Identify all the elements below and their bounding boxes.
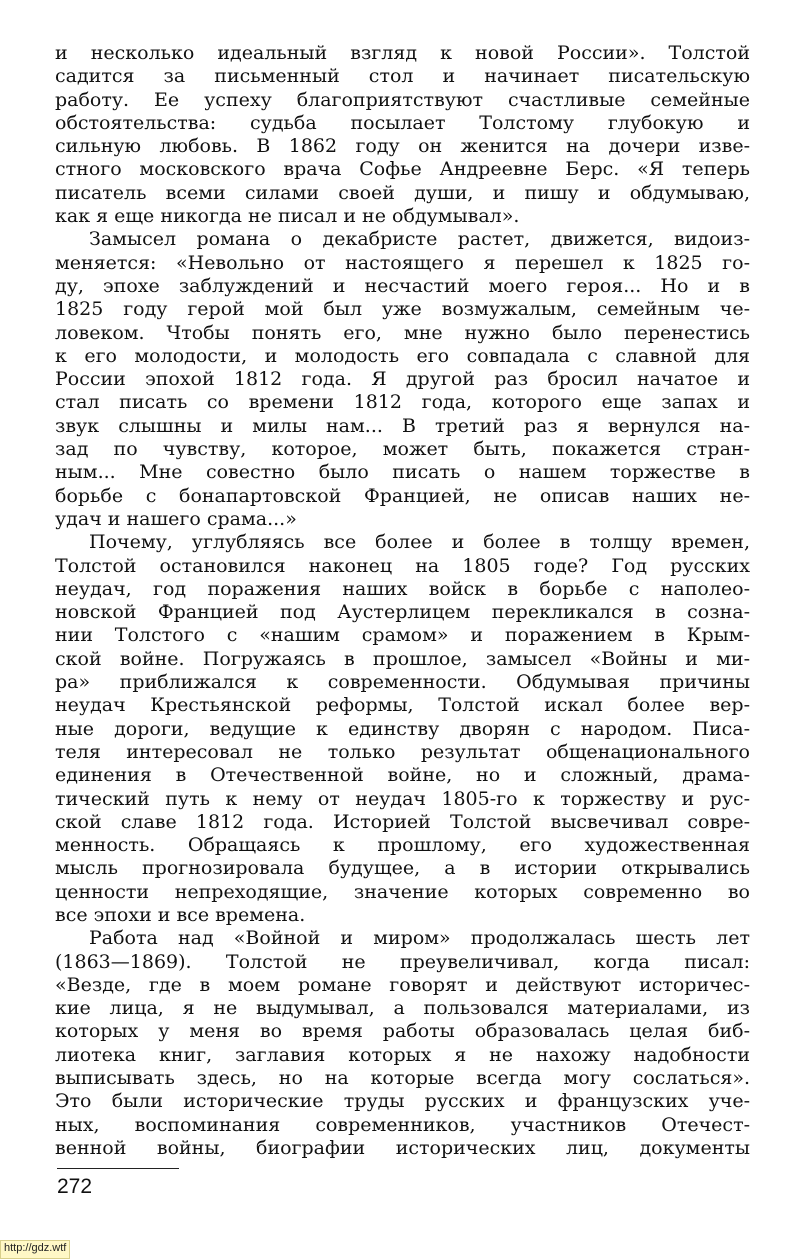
text-line: Замысел романа о декабристе растет, движется, видоиз- [89,228,750,251]
text-line: кие лица, я не выдумывал, а пользовался материалами, из [55,997,750,1020]
text-line: ду, эпохе заблуждений и несчастий моего героя... Но и в [55,274,750,297]
text-line: Работа над «Войной и миром» продолжалась шесть лет [89,927,750,950]
text-line: сильную любовь. В 1862 году он женится на дочери изве- [55,135,750,158]
text-line: (1863—1869). Толстой не преувеличивал, когда писал: [55,950,750,973]
text-line: «Везде, где в моем романе говорят и действуют историчес- [55,973,750,996]
text-line: ным... Мне совестно было писать о нашем торжестве в [55,461,750,484]
text-line: стал писать со времени 1812 года, которого еще запах и [55,391,750,414]
text-line: ской славе 1812 года. Историей Толстой высвечивал совре- [55,810,750,833]
text-line: лиотека книг, заглавия которых я не нахожу надобности [55,1043,750,1066]
text-line: ской войне. Погружаясь в прошлое, замысел «Войны и ми- [55,647,750,670]
text-line: новской Францией под Аустерлицем перекликался в созна- [55,601,750,624]
text-line: писатель всеми силами своей души, и пишу и обдумываю, [55,181,750,204]
text-line: удач и нашего срама...» [55,507,297,530]
text-line: России эпохой 1812 года. Я другой раз бросил начатое и [55,368,750,391]
page-number: 272 [57,1175,93,1198]
text-line: выписывать здесь, но на которые всегда могу сослаться». [55,1067,750,1090]
text-line: обстоятельства: судьба посылает Толстому глубокую и [55,111,750,134]
text-line: теля интересовал не только результат общенационального [55,740,750,763]
text-line: меняется: «Невольно от настоящего я перешел к 1825 го- [55,251,750,274]
text-line: зад по чувству, которое, может быть, покажется стран- [55,438,750,461]
text-line: которых у меня во время работы образовалась целая биб- [55,1020,750,1043]
text-line: ные дороги, ведущие к единству дворян с народом. Писа- [55,717,750,740]
text-line: 1825 году герой мой был уже возмужалым, семейным че- [55,298,750,321]
text-line: Это были исторические труды русских и французских уче- [55,1090,750,1113]
text-line: менность. Обращаясь к прошлому, его художественная [55,834,750,857]
text-line: звук слышны и милы нам... В третий раз я вернулся на- [55,414,750,437]
text-line: ценности непреходящие, значение которых современно во [55,880,750,903]
text-line: ловеком. Чтобы понять его, мне нужно было перенестись [55,321,750,344]
text-line: и несколько идеальный взгляд к новой России». Толстой [55,42,750,64]
watermark-link[interactable]: http://gdz.wtf [0,1240,70,1259]
text-line: к его молодости, и молодость его совпадала с славной для [55,344,750,367]
text-line: неудач, год поражения наших войск в борьбе с наполео- [55,577,750,600]
text-line: неудач Крестьянской реформы, Толстой искал более вер- [55,694,750,717]
text-line: мысль прогнозировала будущее, а в истории открывались [55,857,750,880]
paragraph-3 [55,531,750,927]
text-line: ных, воспоминания современников, участников Отечест- [55,1113,750,1136]
text-line: венной войны, биографии исторических лиц, документы [55,1136,750,1159]
text-line: Почему, углубляясь все более и более в толщу времен, [89,531,750,554]
paragraph-2 [55,228,750,531]
text-line: стного московского врача Софье Андреевне Берс. «Я теперь [55,158,750,181]
text-line: ра» приближался к современности. Обдумывая причины [55,671,750,694]
text-line: как я еще никогда не писал и не обдумывал». [55,205,520,228]
text-line: работу. Ее успеху благоприятствуют счастливые семейные [55,88,750,111]
text-line: единения в Отечественной войне, но и сложный, драма- [55,764,750,787]
footnote-divider [57,1168,179,1169]
text-line: борьбе с бонапартовской Францией, не описав наших не- [55,484,750,507]
text-line: садится за письменный стол и начинает писательскую [55,65,750,88]
page-text [55,42,750,1160]
text-line: нии Толстого с «нашим срамом» и поражением в Крым- [55,624,750,647]
text-line: Толстой остановился наконец на 1805 годе? Год русских [55,554,750,577]
paragraph-1 [55,42,750,228]
text-line: все эпохи и все времена. [55,903,306,926]
paragraph-4 [55,927,750,1160]
text-line: тический путь к нему от неудач 1805-го к торжеству и рус- [55,787,750,810]
